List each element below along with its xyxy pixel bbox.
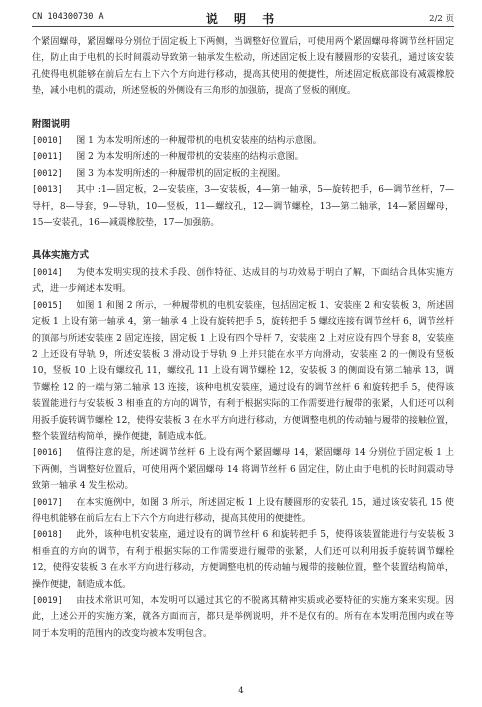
paragraph — [32, 495, 454, 528]
paragraph-number: [0019] — [32, 596, 63, 606]
paragraph — [32, 593, 454, 642]
paragraph-text: 由技术常识可知，本发明可以通过其它的不脱离其精神实质或必要特征的实施方案来实现。因此，上述公开的实施方案，就各方面而言，都只是举例说明，并不是仅有的。所有在本发明范围内或在等同于本发明的范围内的改变均被本发明包含。 — [32, 596, 454, 639]
embodiment-heading: 具体实施方式 — [32, 250, 90, 262]
paragraph-number: [0015] — [32, 300, 63, 311]
paragraph — [32, 182, 454, 231]
paragraph-text: 值得注意的是，所述调节丝杆 6 上设有两个紧固螺母 14，紧固螺母 14 分别位于固定板 1 上下两侧，当调整好位置后，可使用两个紧固螺母 14 将调节丝杆 6 固定住，防止由于电机的长时间震动导致第一轴承 4 发生松动。 — [32, 448, 454, 492]
paragraph-text: 图 3 为本发明所述的一种履带机的固定板的主视图。 — [76, 168, 286, 179]
page-indicator: 2/2 页 — [429, 14, 454, 24]
paragraph — [32, 149, 454, 165]
paragraph — [32, 133, 454, 149]
paragraph-text: 其中 :1—固定板，2—安装座，3—安装板，4—第一轴承，5—旋转把手，6—调节丝杆，7—导杆，8—导套，9—导轨，10—竖板，11—螺纹孔，12—调节螺栓，13—第二轴承，14—紧固螺母，15—安装孔，16—减震橡胶垫，17—加强筋。 — [32, 185, 454, 229]
paragraph-number: [0017] — [32, 497, 63, 508]
paragraph-number: [0016] — [32, 448, 63, 459]
paragraph-number: [0012] — [32, 168, 63, 179]
paragraph — [32, 166, 454, 182]
paragraph-text: 图 1 为本发明所述的一种履带机的电机安装座的结构示意图。 — [76, 136, 322, 147]
page-header — [32, 10, 454, 26]
publication-number: CN 104300730 A — [32, 12, 104, 22]
document-title: 说 明 书 — [205, 12, 281, 26]
paragraph-text: 如图 1 和图 2 所示，一种履带机的电机安装座，包括固定板 1、安装座 2 和安装板 3，所述固定板 1 上设有第一轴承 4，第一轴承 4 上设有旋转把手 5，旋转把手 5 螺纹连接有调节丝杆 6，调节丝杆的顶部与所述安装座 2 固定连接，固定板 1 上设有四个导杆 7，安装座 2 上对应设有四个导套 8，安装座 2 上还设有导轨 9，所述安装板 3 滑动设于导轨 9 上并只能在水平方向滑动，安装座 2 的一侧设有竖板 10，竖板 10 上设有螺纹孔 11，螺纹孔 11 上设有调节螺栓 12，安装板 3 的侧面设有第二轴承 13，调节螺栓 12 的一端与第二轴承 13 连接，该种电机安装座，通过设有的调节丝杆 6 和旋转把手 5，使得该装置能进行与安装板 3 相垂直的方向的调节，有利于根据实际的工作需要进行履带的张紧，人们还可以利用扳手旋转调节螺栓 12，使得安装板 3 在水平方向进行移动，方便调整电机的传动轴与履带的接触位置，整个装置结构简单，操作便捷，制造成本低。 — [32, 300, 454, 442]
paragraph-text: 此外，该种电机安装座，通过设有的调节丝杆 6 和旋转把手 5，使得该装置能进行与安装板 3 相垂直的方向的调节，有利于根据实际的工作需要进行履带的张紧，人们还可以利用扳手旋转调节螺栓 12，使得安装板 3 在水平方向进行移动，方便调整电机的传动轴与履带的接触位置，整个装置结构简单，操作便捷，制造成本低。 — [32, 530, 454, 590]
paragraph — [32, 445, 454, 494]
paragraph — [32, 298, 454, 446]
document-body — [32, 34, 454, 642]
paragraph-text: 在本实施例中，如图 3 所示，所述固定板 1 上设有腰圆形的安装孔 15，通过该安装孔 15 使得电机能够在前后左右上下六个方向进行移动，提高其使用的便捷性。 — [32, 497, 454, 524]
paragraph-number: [0014] — [32, 267, 63, 278]
page-number: 4 — [238, 686, 244, 696]
paragraph-number: [0013] — [32, 185, 63, 196]
paragraph — [32, 527, 454, 593]
intro-paragraph: 个紧固螺母，紧固螺母分别位于固定板上下两侧，当调整好位置后，可使用两个紧固螺母将调节丝杆固定住，防止由于电机的长时间震动导致第一轴承发生松动，所述固定板上设有腰圆形的安装孔，通过该安装孔使得电机能够在前后左右上下六个方向进行移动，提高其使用的便捷性，所述固定板底部设有减震橡胶垫，减小电机的震动，所述竖板的外侧设有三角形的加强筋，提高了竖板的刚度。 — [32, 37, 454, 97]
figures-heading: 附图说明 — [32, 118, 71, 130]
paragraph-number: [0018] — [32, 530, 63, 541]
paragraph-number: [0011] — [32, 152, 63, 163]
header-divider — [32, 26, 454, 27]
paragraph-number: [0010] — [32, 136, 63, 147]
paragraph-text: 图 2 为本发明所述的一种履带机的安装座的结构示意图。 — [76, 152, 304, 163]
paragraph-text: 为使本发明实现的技术手段、创作特征、达成目的与功效易于明白了解，下面结合具体实施方式，进一步阐述本发明。 — [32, 267, 454, 295]
paragraph — [32, 265, 454, 298]
